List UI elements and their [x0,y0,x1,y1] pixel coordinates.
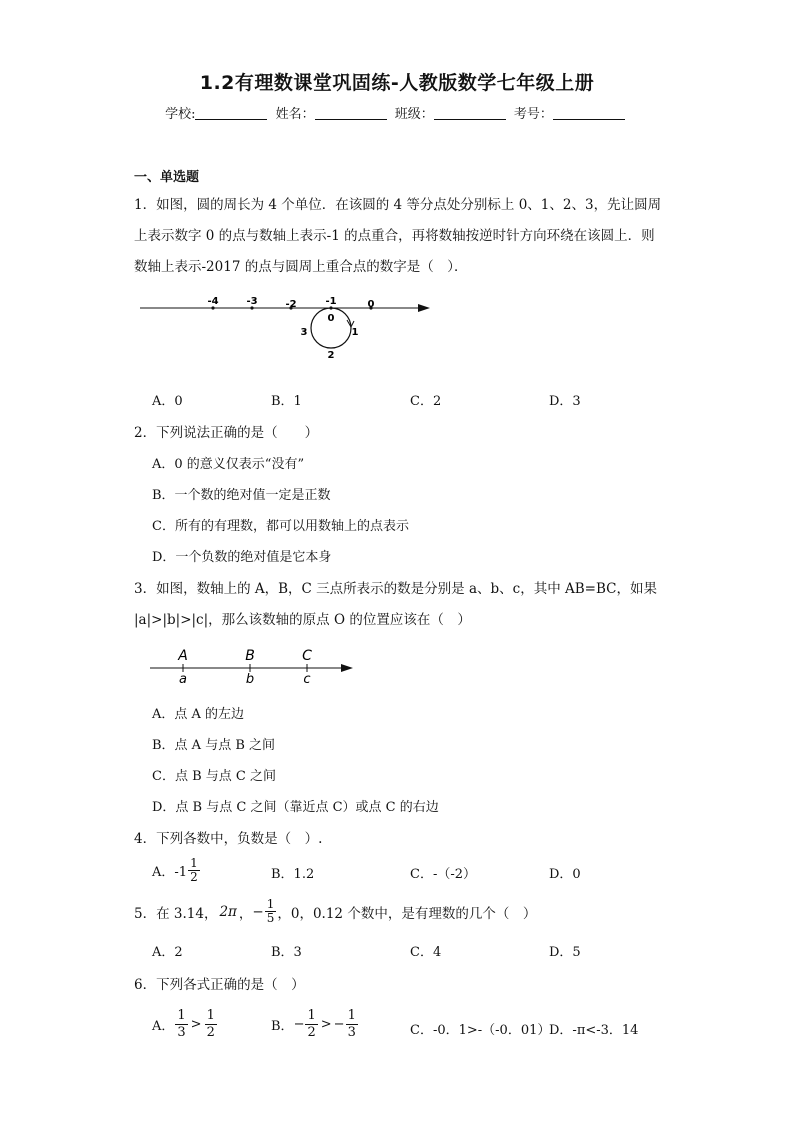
fraction-denominator: 3 [347,1025,356,1040]
fraction-denominator: 2 [206,1025,215,1040]
q3-line2: |a|>|b|>|c|，那么该数轴的原点 O 的位置应该在（ ） [134,612,471,628]
q1-circle-label: 0 [327,313,335,324]
q6-option-b-fraction-2 [346,1008,358,1041]
q1-tick-label: -2 [285,299,297,310]
q6-option-d: D．-π<-3．14 [549,1023,639,1038]
q1-axis-arrow [418,304,430,312]
fraction-denominator: 5 [266,911,275,925]
q6-option-b-label: B． [271,1019,294,1034]
q5-stem-part1: 5．在 3.14， [134,905,218,922]
school-label: 学校: [165,107,196,122]
q3-number-line-figure [145,643,360,688]
q4-option-a-prefix: A．-1 [152,865,188,880]
q5-neg-sign: − [252,903,264,920]
q1-number-line-figure [135,290,445,370]
q1-tick-label: 0 [367,299,375,310]
q1-tick-label: -4 [207,296,219,307]
q1-option-a: A．0 [152,394,183,409]
q6-option-c: C．-0．1>-（-0．01） [410,1023,551,1038]
q3-value-label: a [179,672,187,687]
number-blank[interactable] [553,107,625,120]
student-info-line [0,103,794,122]
q5-stem [134,898,536,925]
q4-option-a-fraction [188,857,200,884]
q2-option-a: A．0 的意义仅表示“没有” [152,457,305,472]
q5-fraction [265,898,277,925]
fraction-numerator: 1 [206,1008,215,1023]
q3-point-label: A [178,648,188,664]
class-blank[interactable] [434,107,506,120]
q1-line3: 数轴上表示-2017 的点与圆周上重合点的数字是（ ）． [134,259,468,275]
q3-option-a: A．点 A 的左边 [152,707,245,722]
q6-option-b-fraction-1 [305,1008,317,1041]
fraction-numerator: 1 [307,1008,316,1023]
q5-option-a: A．2 [152,945,183,960]
q6-option-a-operator: > [190,1017,202,1032]
q5-option-d: D．5 [549,945,581,960]
fraction-numerator: 1 [266,897,275,911]
q3-line1: 3．如图，数轴上的 A，B，C 三点所表示的数是分别是 a、b、c，其中 AB=BC，如果 [134,581,657,597]
q1-tick-label: -3 [246,296,258,307]
class-label: 班级： [394,107,434,122]
q6-option-a-label: A． [152,1019,175,1034]
q6-option-b-operator: > [320,1017,332,1032]
page-title: 1.2有理数课堂巩固练-人教版数学七年级上册 [199,72,595,94]
q3-point-label: B [245,648,255,664]
q2-stem: 2．下列说法正确的是（ ） [134,425,319,441]
q2-option-b: B．一个数的绝对值一定是正数 [152,488,331,503]
q1-option-d: D．3 [549,394,581,409]
q6-option-a [152,1008,218,1041]
q5-stem-part2: ，0，0.12 个数中，是有理数的几个（ ） [277,905,537,922]
q1-line2: 上表示数字 0 的点与数轴上表示-1 的点重合，再将数轴按逆时针方向环绕在该圆上．则 [134,228,655,244]
q1-circle-label: 2 [327,350,335,361]
q6-neg-sign: − [293,1017,305,1032]
q1-circle-label: 3 [300,327,308,338]
q6-option-b [271,1008,359,1041]
q5-option-c: C．4 [410,945,442,960]
q4-option-c: C．-（-2） [410,867,477,882]
q3-option-b: B．点 A 与点 B 之间 [152,738,276,753]
q1-option-b: B．1 [271,394,302,409]
q5-stem-comma: ， [238,905,253,922]
name-blank[interactable] [315,107,387,120]
q6-option-a-fraction-2 [205,1008,217,1041]
q5-option-b: B．3 [271,945,302,960]
fraction-numerator: 1 [347,1008,356,1023]
fraction-denominator: 2 [190,870,198,884]
fraction-denominator: 2 [307,1025,316,1040]
q4-option-b: B．1.2 [271,867,315,882]
q6-stem: 6．下列各式正确的是（ ） [134,977,305,993]
q4-option-d: D．0 [549,867,581,882]
fraction-numerator: 1 [190,856,198,870]
q6-option-a-fraction-1 [175,1008,187,1041]
fraction-denominator: 3 [177,1025,186,1040]
school-blank[interactable] [195,107,267,120]
q3-option-c: C．点 B 与点 C 之间 [152,769,276,784]
q3-option-d: D．点 B 与点 C 之间（靠近点 C）或点 C 的右边 [152,800,439,815]
q6-neg-sign: − [333,1017,345,1032]
q2-option-d: D．一个负数的绝对值是它本身 [152,550,332,565]
q4-option-a [152,857,201,884]
q1-circle-label: 1 [351,327,359,338]
fraction-numerator: 1 [177,1008,186,1023]
q3-value-label: c [303,672,311,687]
name-label: 姓名： [275,107,315,122]
q1-option-c: C．2 [410,394,442,409]
q4-stem: 4．下列各数中，负数是（ ）. [134,831,323,847]
section-heading: 一、单选题 [134,170,200,185]
q2-option-c: C．所有的有理数，都可以用数轴上的点表示 [152,519,409,534]
q3-value-label: b [245,672,255,687]
number-label: 考号： [513,107,553,122]
q1-line1: 1．如图，圆的周长为 4 个单位．在该圆的 4 等分点处分别标上 0、1、2、3，先让圆周 [134,197,662,213]
q3-point-label: C [302,648,312,664]
q1-tick-label: -1 [325,296,337,307]
q5-two-pi: 2π [219,903,237,920]
q3-axis-arrow [341,664,353,672]
